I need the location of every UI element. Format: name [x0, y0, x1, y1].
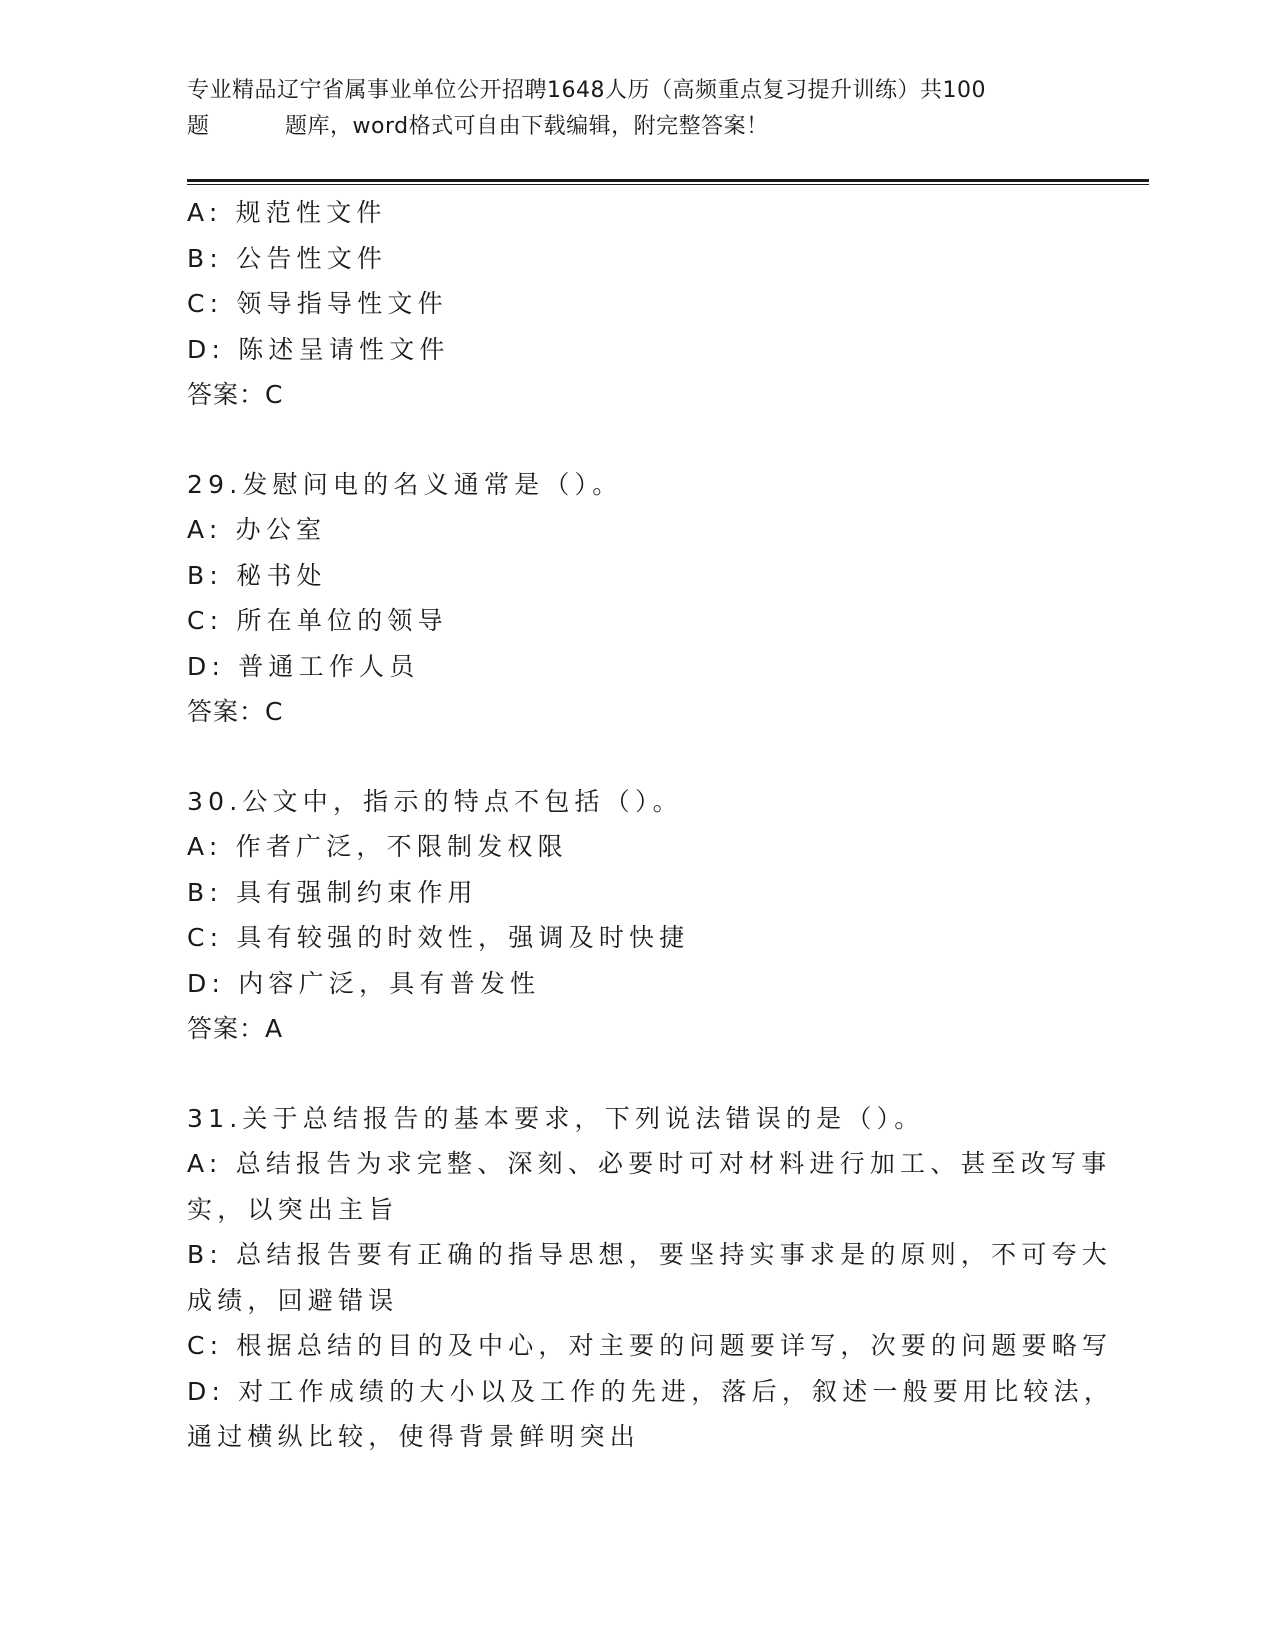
spacer — [187, 1052, 1087, 1096]
spacer — [187, 735, 1087, 779]
header-divider-thin — [187, 184, 1149, 185]
header-title-rest: 题库，word格式可自由下载编辑，附完整答案！ — [285, 114, 769, 139]
question-30 — [187, 779, 1087, 1052]
spacer — [187, 418, 1087, 462]
answer-line: 答案：C — [187, 697, 284, 726]
option-c: C: 所在单位的领导 — [187, 606, 448, 635]
question-29 — [187, 462, 1087, 735]
option-a: A: 作者广泛，不限制发权限 — [187, 832, 568, 861]
option-b: B: 秘书处 — [187, 560, 327, 590]
question-text: 29.发慰问电的名义通常是（）。 — [187, 469, 623, 499]
option-b-line-2: 成绩，回避错误 — [187, 1285, 399, 1315]
option-c: C: 领导指导性文件 — [187, 289, 448, 318]
option-a: A: 规范性文件 — [187, 198, 387, 227]
header-title-line-2 — [187, 109, 1067, 145]
option-d: D: 普通工作人员 — [187, 651, 420, 681]
option-c: C: 具有较强的时效性，强调及时快捷 — [187, 923, 690, 952]
header-divider-thick — [187, 179, 1149, 182]
header-title-line-1: 专业精品辽宁省属事业单位公开招聘1648人历（高频重点复习提升训练）共100 — [187, 78, 986, 103]
document-header — [187, 73, 1067, 145]
option-d: D: 陈述呈请性文件 — [187, 334, 450, 364]
option-d: D: 内容广泛，具有普发性 — [187, 968, 541, 998]
option-a: A: 办公室 — [187, 515, 327, 544]
option-b: B: 具有强制约束作用 — [187, 877, 478, 907]
option-b: B: 公告性文件 — [187, 243, 388, 273]
option-d-line-1: D: 对工作成绩的大小以及工作的先进，落后，叙述一般要用比较法， — [187, 1376, 1115, 1406]
option-a-line-2: 实，以突出主旨 — [187, 1194, 399, 1224]
option-c: C: 根据总结的目的及中心，对主要的问题要详写，次要的问题要略写 — [187, 1331, 1113, 1360]
question-28 — [187, 190, 1087, 418]
question-31 — [187, 1096, 1115, 1460]
answer-line: 答案：C — [187, 380, 284, 409]
question-list — [187, 190, 1115, 1460]
question-text: 31.关于总结报告的基本要求，下列说法错误的是（）。 — [187, 1103, 925, 1133]
answer-line: 答案：A — [187, 1014, 284, 1043]
question-text: 30.公文中，指示的特点不包括（）。 — [187, 786, 683, 816]
option-b-line-1: B: 总结报告要有正确的指导思想，要坚持实事求是的原则，不可夸大 — [187, 1240, 1112, 1269]
header-title-prefix: 题 — [187, 114, 210, 139]
option-d-line-2: 通过横纵比较，使得背景鲜明突出 — [187, 1422, 641, 1451]
option-a-line-1: A: 总结报告为求完整、深刻、必要时可对材料进行加工、甚至改写事 — [187, 1149, 1112, 1178]
